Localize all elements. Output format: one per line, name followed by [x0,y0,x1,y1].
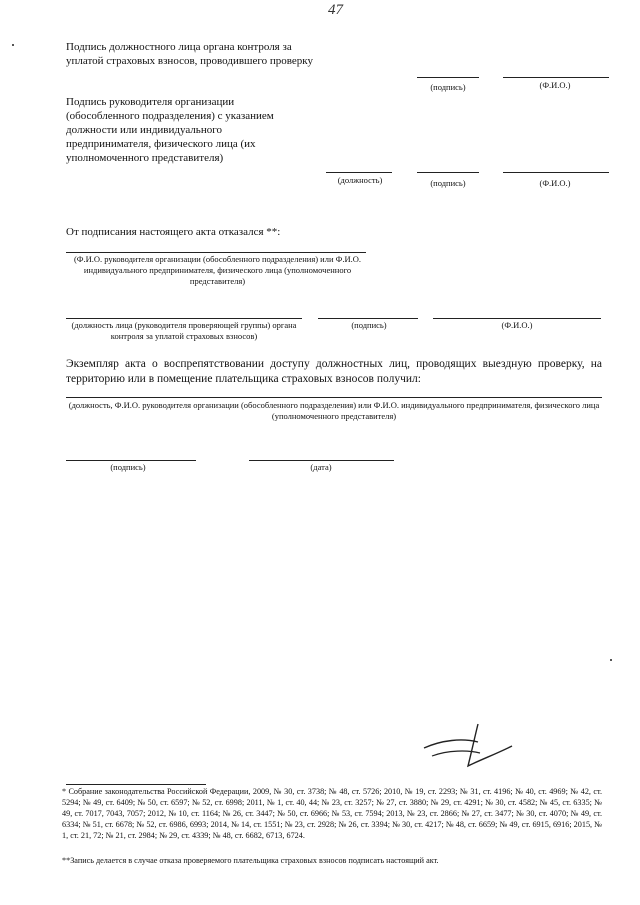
head-signature-caption: (подпись) [430,178,466,188]
copy-received-line [66,397,602,398]
copy-signature-caption: (подпись) [110,462,146,472]
page-number: 47 [328,2,343,18]
inspector-name-line [503,77,609,78]
margin-dot [610,659,612,661]
refusal-text: От подписания настоящего акта отказался **: [66,226,281,238]
copy-date-caption: (дата) [310,462,332,472]
head-position-line [326,172,392,173]
copy-date-line [249,460,394,461]
copy-received-caption: (должность, Ф.И.О. руководителя организации (обособленного подразделения) или Ф.И.О. индивидуального предпринимателя, физического лица (уполномоченного представителя) [68,400,600,421]
refusal-fio-line [66,252,366,253]
head-name-caption: (Ф.И.О.) [539,178,571,188]
inspector-signature-label: Подпись должностного лица органа контроля за уплатой страховых взносов, проводившего проверку [66,41,313,67]
refusal-name-caption: (Ф.И.О.) [501,320,533,330]
footnote-separator [66,784,206,785]
margin-dot [12,44,14,46]
head-position-caption: (должность) [337,175,383,185]
refusal-name-line [433,318,601,319]
inspector-signature-caption: (подпись) [430,82,466,92]
head-signature-line [417,172,479,173]
footnote-double-star: **Запись делается в случае отказа проверяемого плательщика страховых взносов подписать настоящий акт. [62,856,439,865]
refusal-official-line [66,318,302,319]
copy-signature-line [66,460,196,461]
head-name-line [503,172,609,173]
handwritten-signature [420,720,520,770]
refusal-signature-caption: (подпись) [351,320,387,330]
copy-received-text: Экземпляр акта о воспрепятствовании доступу должностных лиц, проводящих выездную проверку, на территорию или в помещение плательщика страховых взносов получил: [66,358,602,385]
inspector-signature-line [417,77,479,78]
head-signature-label: Подпись руководителя организации (обособленного подразделения) с указанием должности или индивидуального предпринимателя, физического лица (их уполномоченного представителя) [66,96,274,164]
refusal-fio-caption: (Ф.И.О. руководителя организации (обособленного подразделения) или Ф.И.О. индивидуального предпринимателя, физического лица (уполномоченного представителя) [73,254,362,286]
refusal-signature-line [318,318,418,319]
refusal-official-caption: (должность лица (руководителя проверяющей группы) органа контроля за уплатой страховых взносов) [71,320,297,341]
inspector-name-caption: (Ф.И.О.) [539,80,571,90]
footnote-star: * Собрание законодательства Российской Федерации, 2009, № 30, ст. 3738; № 48, ст. 5726; 2010, № 19, ст. 2293; № 31, ст. 4196; № 40, ст. 4969; № 42, ст. 5294; № 49, ст. 6409; № 50, ст. 6597; № 52, ст. 6998; 2011, № 1, ст. 40, 44; № 23, ст. 3257; № 27, ст. 3880; № 29, ст. 4291; № 30, ст. 4582; № 45, ст. 6335; № 49, ст. 7017, 7043, 7057; 2012, № 10, ст. 1164; № 26, ст. 3447; № 50, ст. 6966; № 53, ст. 7594; 2013, № 23, ст. 2866; № 27, ст. 3477; № 30, ст. 4070; № 49, ст. 6334; № 51, ст. 6678; № 52, ст. 6986, 6993; 2014, № 14, ст. 1551; № 23, ст. 2928; № 26, ст. 3394; № 30, ст. 4217; № 48, ст. 6659; № 49, ст. 6915, 6916; 2015, № 1, ст. 21, 72; № 21, ст. 2984; № 29, ст. 4339; № 48, ст. 6682, 6713, 6724. [62,787,602,840]
